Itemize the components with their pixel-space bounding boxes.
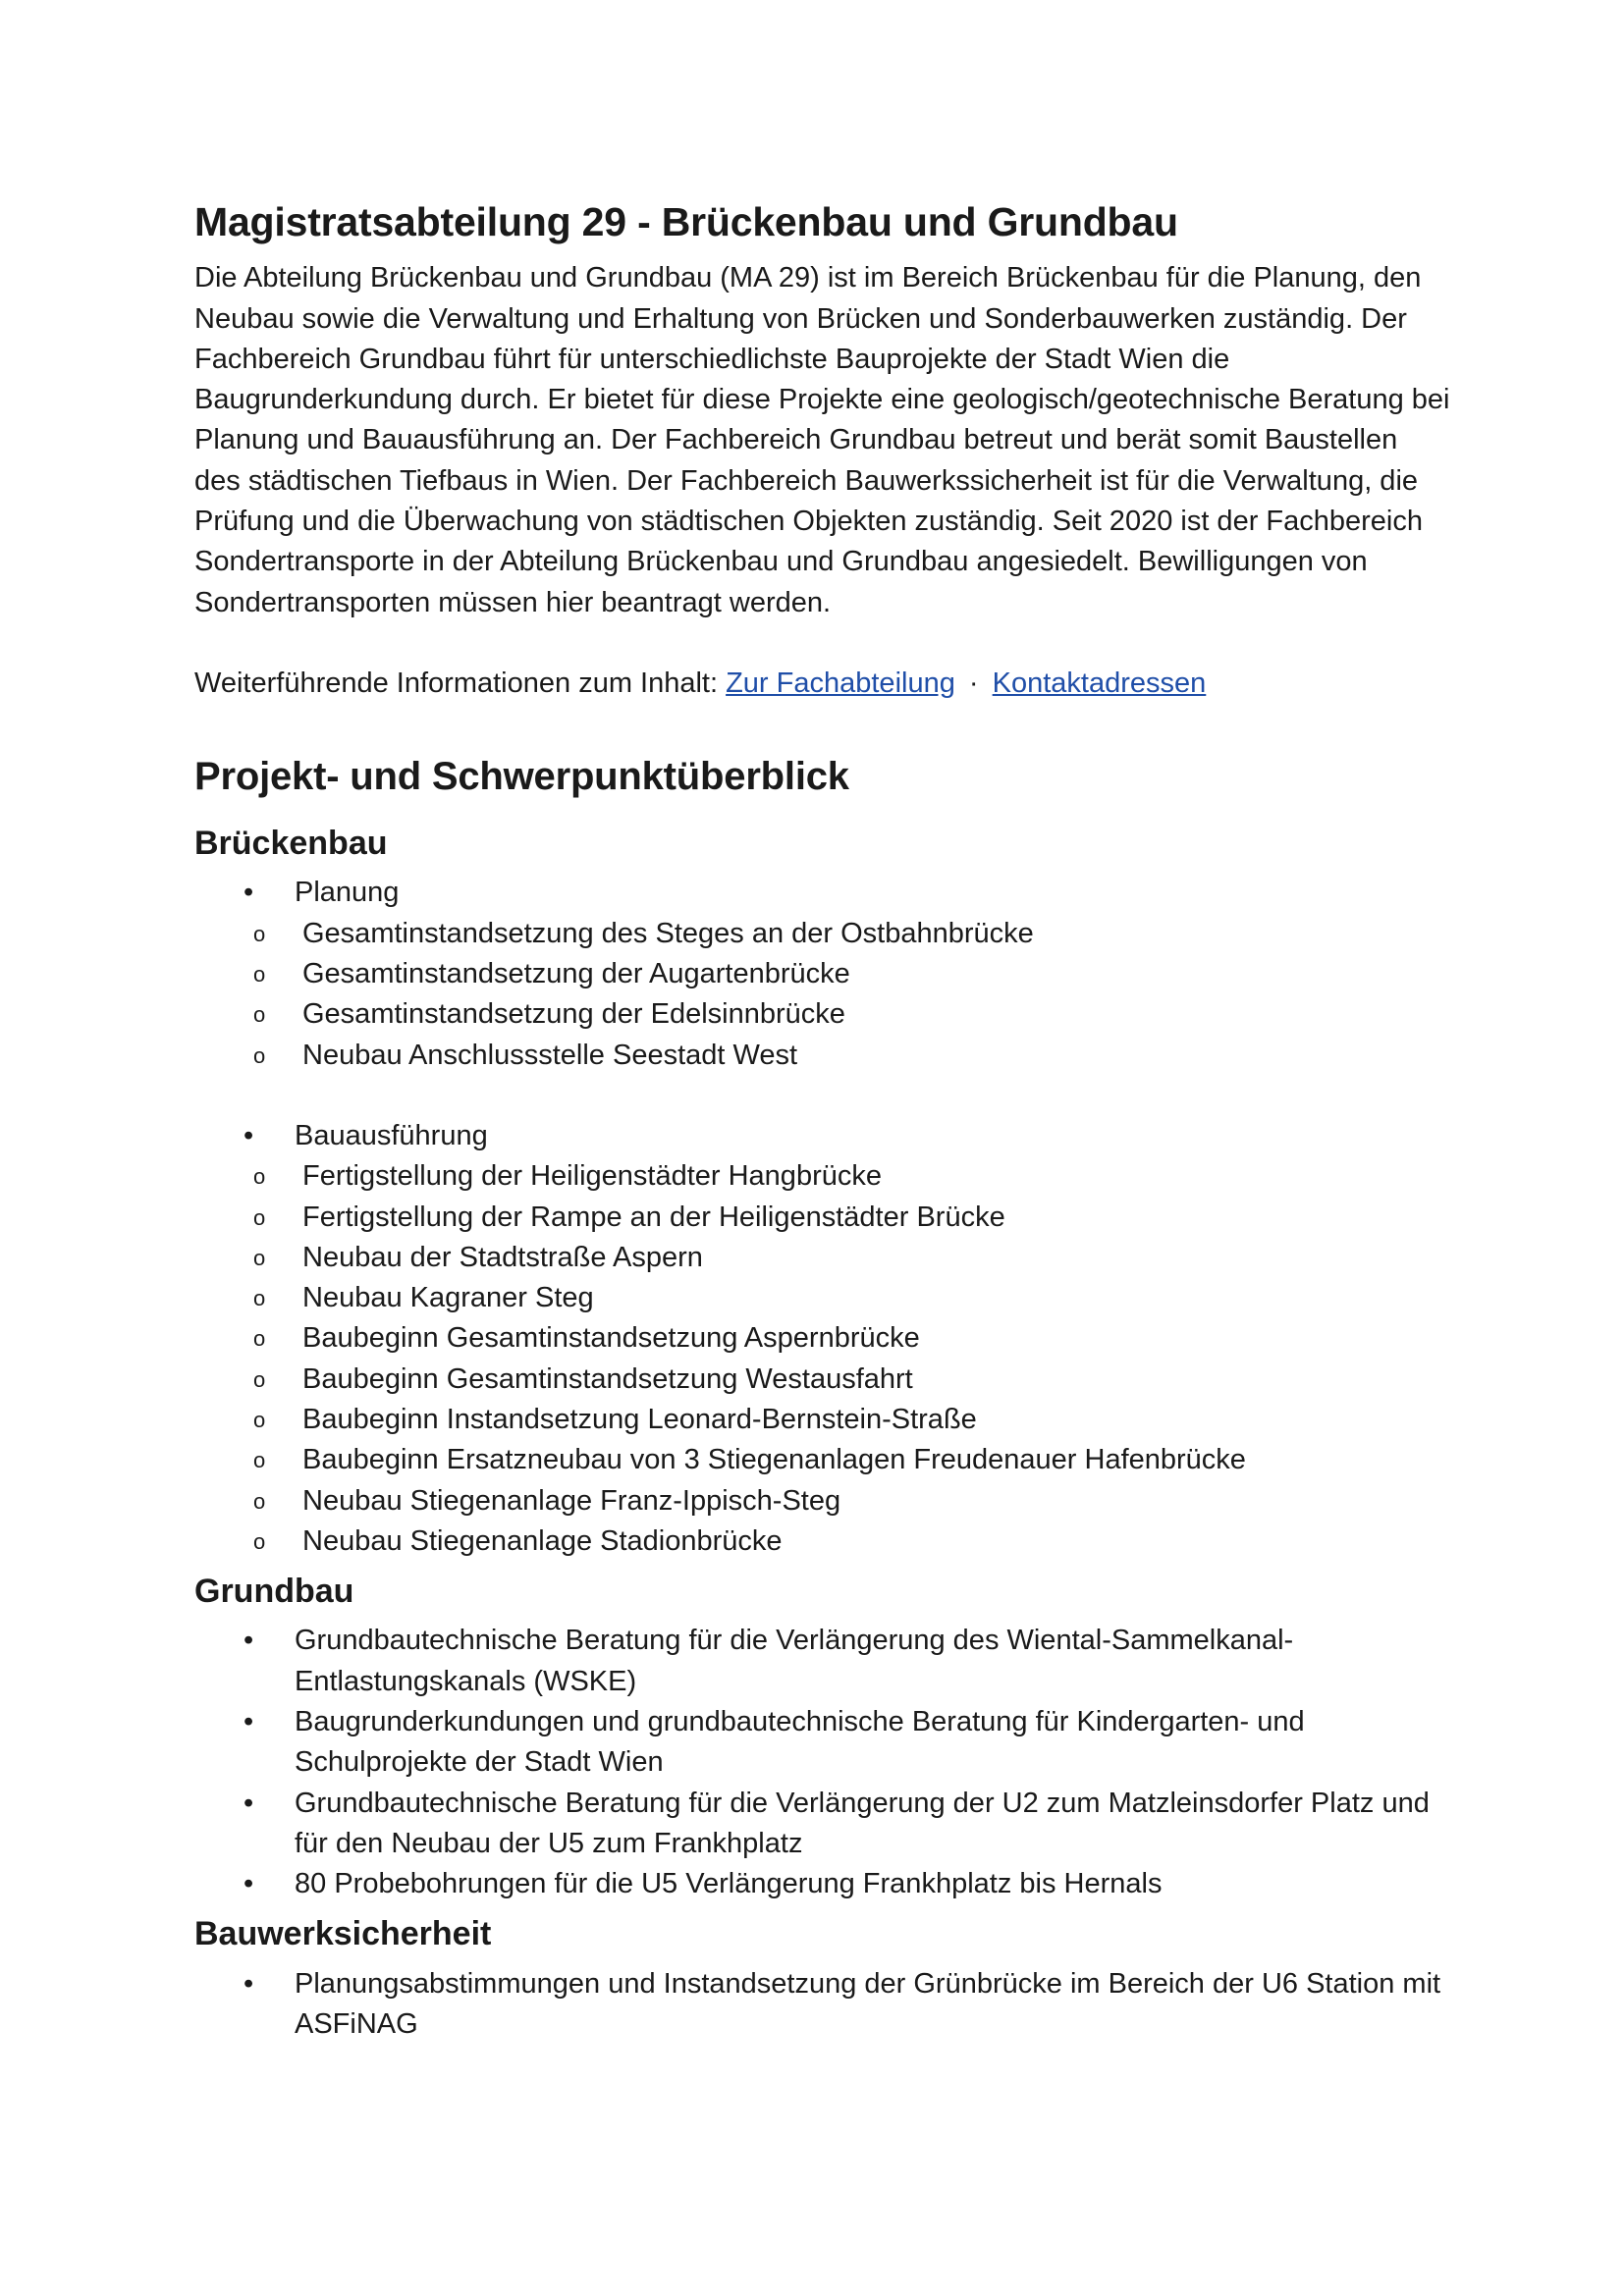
list-item-text: Baubeginn Gesamtinstandsetzung Westausfahrt [302,1362,913,1395]
bauwerksicherheit-heading: Bauwerksicherheit [194,1915,492,1953]
list-item [194,1621,1451,1702]
list-item-text: Grundbautechnische Beratung für die Verlängerung des Wiental-Sammelkanal-Entlastungskanals (WSKE) [295,1625,1294,1697]
grundbau-heading: Grundbau [194,1573,354,1611]
planung-sub-list [194,914,1451,1076]
link-zur-fachabteilung[interactable]: Zur Fachabteilung [726,667,955,699]
link-separator: · [968,667,979,699]
list-item [194,1318,1451,1359]
document-page [194,196,1451,2045]
circle-bullet-icon: o [253,1448,266,1473]
list-item [194,1156,1451,1197]
list-item [194,1360,1451,1400]
circle-bullet-icon: o [253,1204,266,1230]
list-item-text: Gesamtinstandsetzung des Steges an der Ostbahnbrücke [302,917,1034,949]
circle-bullet-icon: o [253,1528,266,1554]
list-item [194,1964,1451,2046]
list-item-text: Fertigstellung der Heiligenstädter Hangbrücke [302,1160,882,1193]
link-kontaktadressen[interactable]: Kontaktadressen [992,667,1207,699]
planung-list [194,873,1451,913]
list-item-text: Baubeginn Gesamtinstandsetzung Aspernbrücke [302,1322,920,1355]
list-item [194,1116,1451,1156]
brueckenbau-heading: Brückenbau [194,825,388,863]
list-item [194,1400,1451,1440]
overview-heading: Projekt- und Schwerpunktüberblick [194,755,849,799]
list-item [194,1864,1451,1904]
bullet-icon: • [244,1868,254,1900]
list-item [194,1481,1451,1522]
list-item-text: 80 Probebohrungen für die U5 Verlängerung Frankhplatz bis Hernals [295,1868,1163,1900]
bauausfuehrung-sub-list [194,1156,1451,1562]
list-item [194,1784,1451,1865]
list-item-text: Baubeginn Ersatzneubau von 3 Stiegenanlagen Freudenauer Hafenbrücke [302,1444,1246,1476]
spacer [194,1076,1451,1116]
list-item [194,1702,1451,1784]
list-item [194,1440,1451,1480]
circle-bullet-icon: o [253,1326,266,1352]
bauwerksicherheit-list [194,1964,1451,2046]
circle-bullet-icon: o [253,1164,266,1190]
grundbau-list [194,1621,1451,1904]
planung-label: Planung [295,877,400,909]
list-item-text: Neubau der Stadtstraße Aspern [302,1241,703,1273]
list-item [194,1198,1451,1238]
list-item [194,1036,1451,1076]
list-item-text: Baubeginn Instandsetzung Leonard-Bernstein-Straße [302,1404,977,1436]
bullet-icon: • [244,1967,254,2000]
list-item-text: Neubau Kagraner Steg [302,1282,594,1314]
bullet-icon: • [244,1787,254,1819]
bauausfuehrung-label: Bauausführung [295,1119,488,1151]
bauausfuehrung-list [194,1116,1451,1156]
list-item [194,1522,1451,1562]
list-item [194,1278,1451,1318]
list-item [194,1238,1451,1278]
bullet-icon: • [244,1625,254,1657]
circle-bullet-icon: o [253,1286,266,1311]
circle-bullet-icon: o [253,1042,266,1068]
list-item [194,873,1451,913]
circle-bullet-icon: o [253,1488,266,1514]
list-item-text: Grundbautechnische Beratung für die Verlängerung der U2 zum Matzleinsdorfer Platz und für den Neubau der U5 zum Frankhplatz [295,1787,1430,1859]
list-item-text: Neubau Anschlussstelle Seestadt West [302,1039,798,1071]
circle-bullet-icon: o [253,1002,266,1028]
circle-bullet-icon: o [253,1366,266,1392]
list-item [194,914,1451,954]
list-item [194,954,1451,994]
circle-bullet-icon: o [253,921,266,946]
list-item-text: Fertigstellung der Rampe an der Heiligenstädter Brücke [302,1201,1005,1233]
list-item [194,994,1451,1035]
list-item-text: Baugrunderkundungen und grundbautechnische Beratung für Kindergarten- und Schulprojekte der Stadt Wien [295,1705,1305,1779]
circle-bullet-icon: o [253,1408,266,1433]
further-info-line [194,664,1451,704]
list-item-text: Gesamtinstandsetzung der Edelsinnbrücke [302,998,845,1031]
list-item-text: Planungsabstimmungen und Instandsetzung der Grünbrücke im Bereich der U6 Station mit ASFiNAG [295,1967,1441,2040]
bullet-icon: • [244,1705,254,1737]
circle-bullet-icon: o [253,1245,266,1270]
bullet-icon: • [244,1119,254,1151]
bullet-icon: • [244,877,254,909]
circle-bullet-icon: o [253,962,266,988]
page-title: Magistratsabteilung 29 - Brückenbau und Grundbau [194,199,1178,244]
intro-paragraph: Die Abteilung Brückenbau und Grundbau (MA 29) ist im Bereich Brückenbau für die Planung, den Neubau sowie die Verwaltung und Erhaltung von Brücken und Sonderbauwerken zuständig. Der Fachbereich Grundbau führt für unterschiedlichste Bauprojekte der Stadt Wien die Baugrunderkundung durch. Er bietet für diese Projekte eine geologisch/geotechnische Beratung bei Planung und Bauausführung an. Der Fachbereich Grundbau betreut und berät somit Baustellen des städtischen Tiefbaus in Wien. Der Fachbereich Bauwerkssicherheit ist für die Verwaltung, die Prüfung und die Überwachung von städtischen Objekten zuständig. Seit 2020 ist der Fachbereich Sondertransporte in der Abteilung Brückenbau und Grundbau angesiedelt. Bewilligungen von Sondertransporten müssen hier beantragt werden. [194,262,1450,618]
list-item-text: Neubau Stiegenanlage Stadionbrücke [302,1524,783,1557]
further-info-prefix: Weiterführende Informationen zum Inhalt: [194,667,719,699]
list-item-text: Gesamtinstandsetzung der Augartenbrücke [302,958,850,990]
list-item-text: Neubau Stiegenanlage Franz-Ippisch-Steg [302,1484,841,1517]
